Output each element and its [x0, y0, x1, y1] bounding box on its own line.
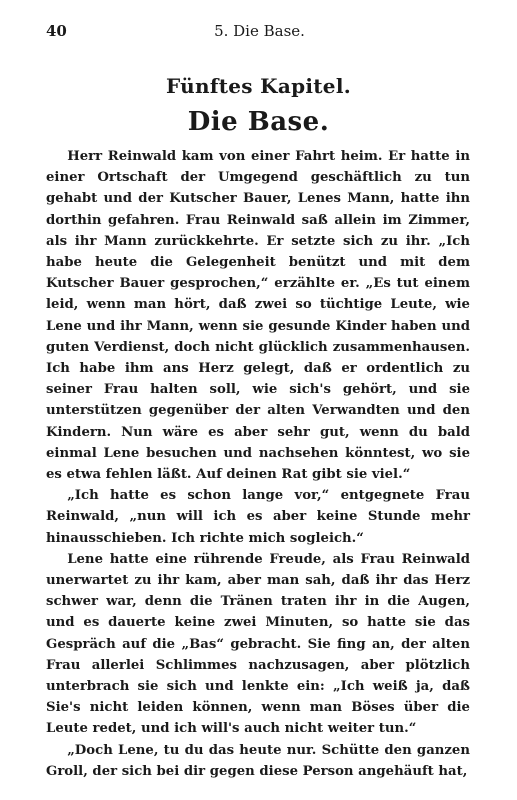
chapter-number: Fünftes Kapitel.	[166, 74, 351, 98]
chapter-title: Die Base.	[187, 107, 330, 137]
body-text	[46, 146, 470, 782]
page-number: 40	[46, 22, 67, 40]
paragraph: „Ich hatte es schon lange vor,“ entgegnete Frau Reinwald, „nun will ich es aber keine Stunde mehr hinausschieben. Ich richte mich sogleich.“	[46, 488, 470, 546]
page-header	[46, 22, 473, 44]
paragraph: Lene hatte eine rührende Freude, als Frau Reinwald unerwartet zu ihr kam, aber man sah, daß ihr das Herz schwer war, denn die Tränen traten ihr in die Augen, und es dauerte keine zwei Minuten, so hatte sie das Gespräch auf die „Bas“ gebracht. Sie fing an, der alten Frau allerlei Schlimmes nachzusagen, aber plötzlich unterbrach sie sich und lenkte ein: „Ich weiß ja, daß Sie's nicht leiden können, wenn man Böses über die Leute redet, und ich will's auch nicht weiter tun.“	[46, 551, 470, 737]
running-head: 5. Die Base.	[214, 22, 305, 40]
paragraph: Herr Reinwald kam von einer Fahrt heim. Er hatte in einer Ortschaft der Umgegend geschäftlich zu tun gehabt und der Kutscher Bauer, Lenes Mann, hatte ihn dorthin gefahren. Frau Reinwald saß allein im Zimmer, als ihr Mann zurückkehrte. Er setzte sich zu ihr. „Ich habe heute die Gelegenheit benützt und mit dem Kutscher Bauer gesprochen,“ erzählte er. „Es tut einem leid, wenn man hört, daß zwei so tüchtige Leute, wie Lene und ihr Mann, wenn sie gesunde Kinder haben und guten Verdienst, doch nicht glücklich zusammenhausen. Ich habe ihm ans Herz gelegt, daß er ordentlich zu seiner Frau halten soll, wie sich's gehört, und sie unterstützen gegenüber der alten Verwandten und den Kindern. Nun wäre es aber sehr gut, wenn du bald einmal Lene besuchen und nachsehen könntest, wo sie es etwa fehlen läßt. Auf deinen Rat gibt sie viel.“	[46, 149, 470, 483]
paragraph: „Doch Lene, tu du das heute nur. Schütte den ganzen Groll, der sich bei dir gegen diese Person angehäuft hat,	[46, 742, 470, 779]
